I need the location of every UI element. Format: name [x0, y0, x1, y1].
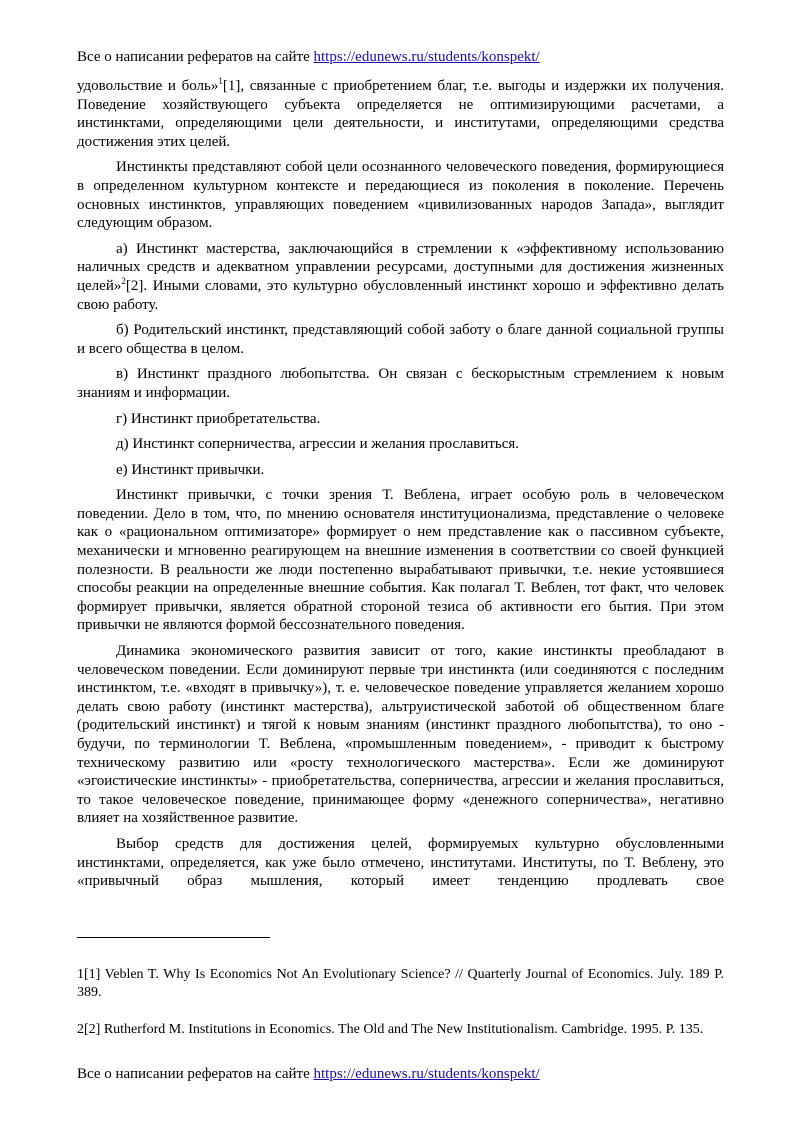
paragraph-5: в) Инстинкт праздного любопытства. Он связан с бескорыстным стремлением к новым знаниям и информации.	[77, 366, 724, 401]
paragraph-3-text-b: [2]. Иными словами, это культурно обусловленный инстинкт хорошо и эффективно делать свою работу.	[77, 277, 724, 313]
footnote-1: 1[1] Veblen T. Why Is Economics Not An Evolutionary Science? // Quarterly Journal of Economics. July. 189 P. 389.	[77, 967, 724, 1000]
document-body	[77, 77, 724, 891]
paragraph-9: Инстинкт привычки, с точки зрения Т. Веблена, играет особую роль в человеческом поведении. Дело в том, что, по мнению основателя институционализма, представление о человеке как о «рациональном оптимизаторе» формирует о нем представление как о пассивном субъекте, механически и мгновенно реагирующем на внешние изменения в соответствии со своей функцией полезности. В реальности же люди постепенно вырабатывают привычки, т.е. некие устоявшиеся способы реакции на определенные внешние события. Как полагал Т. Веблен, тот факт, что человек формирует привычки, является обратной стороной тезиса об активности его бытия. При этом привычки не являются формой бессознательного поведения.	[77, 487, 724, 634]
paragraph-1	[77, 77, 724, 151]
page-footer	[77, 1065, 737, 1084]
paragraph-6: г) Инстинкт приобретательства.	[116, 410, 321, 427]
header-link[interactable]: https://edunews.ru/students/konspekt/	[313, 49, 540, 65]
paragraph-1-text-b: [1], связанные с приобретением благ, т.е. выгоды и издержки их получения. Поведение хозяйствующего субъекта определяется не оптимизирующими расчетами, а инстинктами, определяющими цели деятельности, и институтами, определяющими средства достижения этих целей.	[77, 78, 724, 150]
paragraph-8: е) Инстинкт привычки.	[116, 461, 265, 478]
page-header	[77, 48, 737, 67]
footer-link[interactable]: https://edunews.ru/students/konspekt/	[313, 1066, 540, 1082]
paragraph-3	[77, 240, 724, 314]
footnote-ref-1[interactable]: 1	[218, 76, 223, 86]
paragraph-1-text-a: удовольствие и боль»	[77, 78, 219, 94]
paragraph-11: Выбор средств для достижения целей, формируемых культурно обусловленными инстинктами, определяется, как уже было отмечено, институтами. Институты, по Т. Веблену, это «привычный образ мышления, который имеет тенденцию продлевать свое	[77, 835, 724, 890]
footer-text: Все о написании рефератов на сайте	[77, 1066, 314, 1082]
footnote-separator	[77, 937, 270, 938]
footnote-ref-2[interactable]: 2	[121, 275, 126, 286]
paragraph-3-text-a: а) Инстинкт мастерства, заключающийся в стремлении к «эффективному использованию наличных средств и адекватном управлении ресурсами, доступными для достижения жизненных целей»	[77, 240, 724, 294]
paragraph-10: Динамика экономического развития зависит от того, какие инстинкты преобладают в человеческом поведении. Если доминируют первые три инстинкта (или соединяются с последним инстинктом, т.е. «входят в привычку»), т. е. человеческое поведение управляется желанием хорошо делать свою работу (инстинкт мастерства), альтруистической заботой об общественном благе (родительский инстинкт) и тягой к новым знаниям (инстинкт праздного любопытства), то оно - будучи, по терминологии Т. Веблена, «промышленным поведением», - приводит к быстрому техническому развитию или «росту технологического мастерства». Если же доминируют «эгоистические инстинкты» - приобретательства, соперничества, агрессии и желания прославиться, то такое человеческое поведение, принимающее форму «денежного соперничества», негативно влияет на хозяйственное развитие.	[77, 643, 724, 827]
paragraph-2: Инстинкты представляют собой цели осознанного человеческого поведения, формирующиеся в определенном культурном контексте и передающиеся из поколения в поколение. Перечень основных инстинктов, управляющих поведением «цивилизованных народов Запада», выглядит следующим образом.	[77, 159, 724, 232]
paragraph-4: б) Родительский инстинкт, представляющий собой заботу о благе данной социальной группы и всего общества в целом.	[77, 322, 724, 357]
footnote-2: 2[2] Rutherford M. Institutions in Economics. The Old and The New Institutionalism. Cambridge. 1995. P. 135.	[77, 1022, 704, 1037]
paragraph-7: д) Инстинкт соперничества, агрессии и желания прославиться.	[116, 436, 520, 453]
header-text: Все о написании рефератов на сайте	[77, 49, 314, 65]
